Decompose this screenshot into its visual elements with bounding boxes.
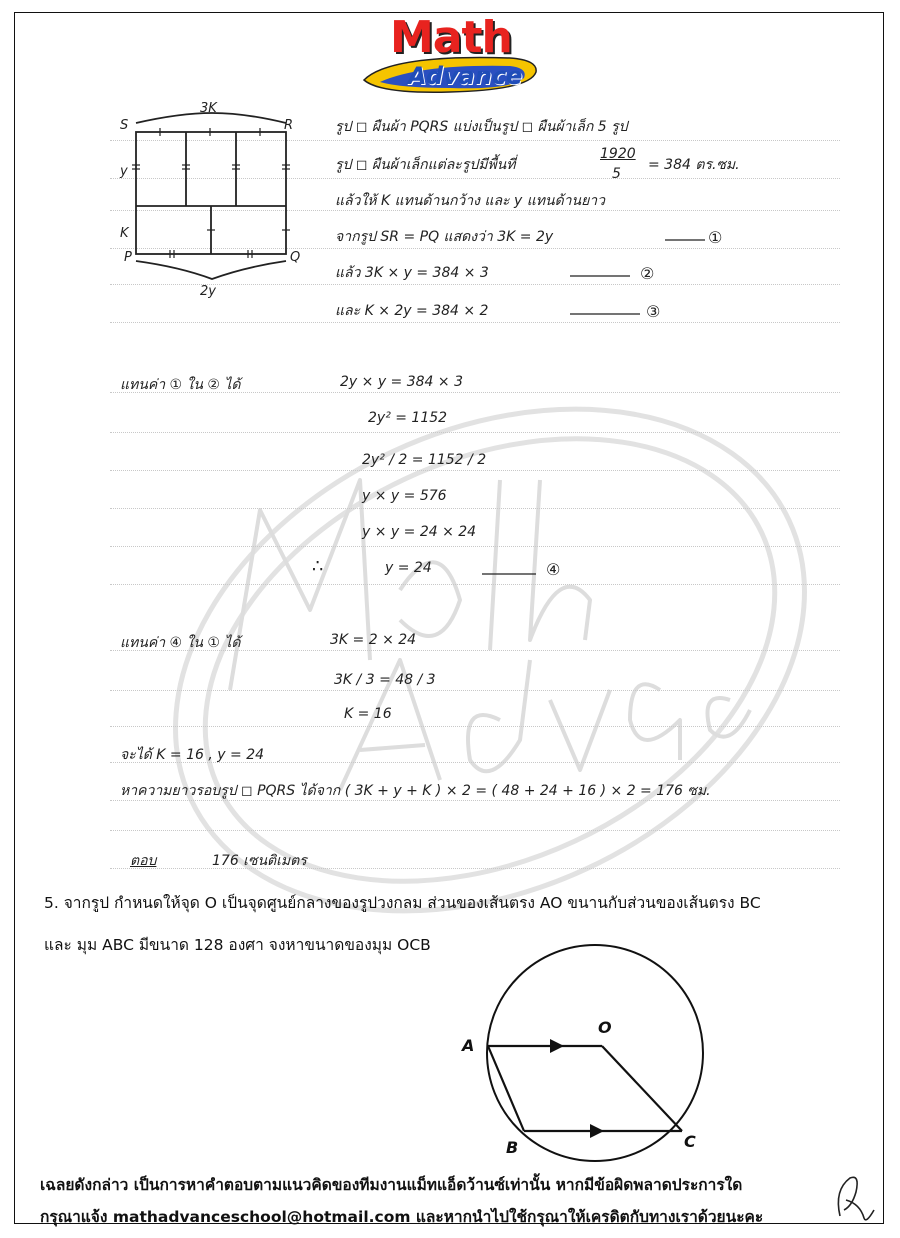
area-result: = 384 ตร.ซม. [648, 157, 740, 173]
question-5-line-1: 5. จากรูป กำหนดให้จุด O เป็นจุดศูนย์กลางของรูปวงกลม ส่วนของเส้นตรง AO ขนานกับส่วนของเส้นตรง BC [44, 894, 761, 912]
solution-line-3: แล้วให้ K แทนด้านกว้าง และ y แทนด้านยาว [335, 193, 606, 209]
equation-mark-4: ④ [546, 560, 561, 579]
perimeter-line: หาความยาวรอบรูป ◻ PQRS ได้จาก ( 3K + y + K ) × 2 = ( 48 + 24 + 16 ) × 2 = 176 ซม. [120, 783, 711, 799]
label-3k: 3K [200, 101, 217, 116]
sub2-step-2: 3K / 3 = 48 / 3 [334, 672, 436, 688]
sub1-step-6: y = 24 [385, 560, 432, 576]
point-a: A [462, 1036, 475, 1055]
point-o: O [598, 1018, 612, 1037]
sub2-step-1: 3K = 2 × 24 [330, 632, 417, 648]
rectangle-pqrs-figure [100, 95, 320, 300]
sub1-step-5: y × y = 24 × 24 [362, 524, 477, 540]
sub1-step-1: 2y × y = 384 × 3 [340, 374, 463, 390]
label-y: y [120, 164, 128, 179]
solution-line-5: แล้ว 3K × y = 384 × 3 [335, 265, 489, 281]
logo-math-text: Math [390, 12, 512, 63]
equation-mark-1: ① [708, 228, 723, 247]
footer-line-1: เฉลยดังกล่าว เป็นการหาคำตอบตามแนวคิดของทีมงานแม็ทแอ็ดว้านซ์เท่านั้น หากมีข้อผิดพลาดประการใด [40, 1176, 743, 1194]
sub2-step-3: K = 16 [344, 706, 392, 722]
therefore-symbol: ∴ [312, 556, 324, 577]
label-p: P [124, 250, 132, 265]
math-advance-logo [360, 10, 540, 100]
label-q: Q [290, 250, 301, 265]
fraction-denominator: 5 [612, 166, 621, 182]
circle-figure [440, 935, 740, 1165]
label-s: S [120, 118, 129, 133]
equation-mark-3: ③ [646, 302, 661, 321]
sub1-step-4: y × y = 576 [362, 488, 447, 504]
equation-mark-2: ② [640, 264, 655, 283]
substitution-1-label: แทนค่า ① ใน ② ได้ [120, 377, 241, 393]
label-2y: 2y [200, 284, 216, 299]
solution-line-6: และ K × 2y = 384 × 2 [335, 303, 489, 319]
footer-line-2: กรุณาแจ้ง mathadvanceschool@hotmail.com และหากนำไปใช้กรุณาให้เครดิตกับทางเราด้วยนะคะ [40, 1208, 764, 1226]
sub1-step-3: 2y² / 2 = 1152 / 2 [362, 452, 487, 468]
logo-advance-text: Advance [408, 62, 523, 90]
point-b: B [506, 1138, 519, 1157]
answer-label: ตอบ [130, 853, 157, 869]
answer-value: 176 เซนติเมตร [212, 853, 307, 869]
result-line: จะได้ K = 16 , y = 24 [120, 747, 265, 763]
solution-line-1: รูป ◻ ผืนผ้า PQRS แบ่งเป็นรูป ◻ ผืนผ้าเล็ก 5 รูป [335, 119, 628, 135]
solution-line-4: จากรูป SR = PQ แสดงว่า 3K = 2y [335, 229, 554, 245]
label-k: K [120, 226, 129, 241]
sub1-mark-line [480, 570, 540, 578]
question-5-line-2: และ มุม ABC มีขนาด 128 องศา จงหาขนาดของมุม OCB [44, 936, 431, 954]
sub1-step-2: 2y² = 1152 [368, 410, 448, 426]
solution-line-2: รูป ◻ ผืนผ้าเล็กแต่ละรูปมีพื้นที่ [335, 157, 516, 173]
label-r: R [284, 118, 294, 133]
fraction-numerator: 1920 [600, 146, 636, 162]
signature-icon [830, 1170, 880, 1226]
substitution-2-label: แทนค่า ④ ใน ① ได้ [120, 635, 241, 651]
point-c: C [684, 1132, 696, 1151]
